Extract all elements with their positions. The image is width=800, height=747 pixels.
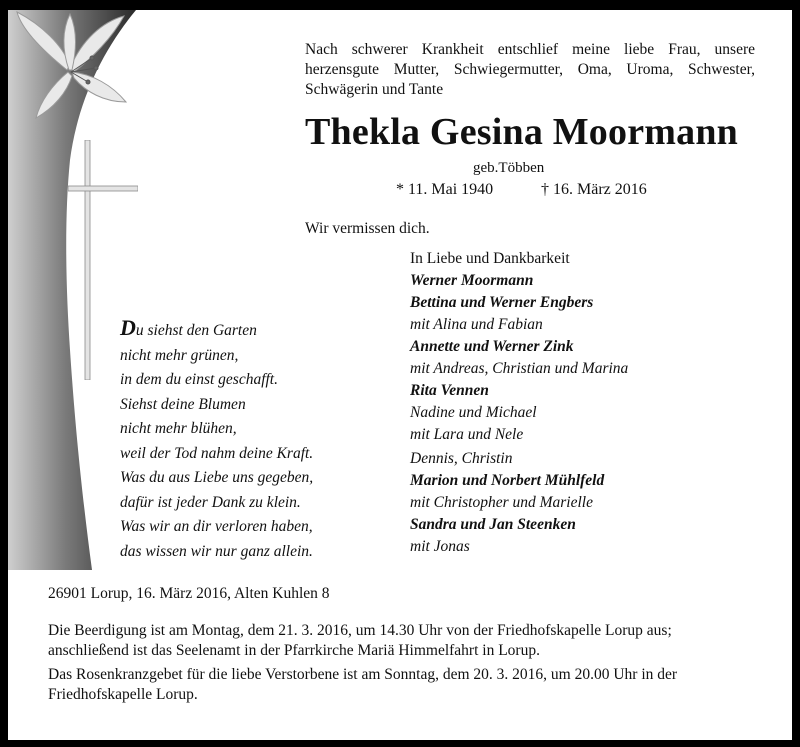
mourners-list <box>410 248 790 558</box>
intro-line: Schwägerin und Tante <box>305 81 444 98</box>
mourners-heading: In Liebe und Dankbarkeit <box>410 250 570 267</box>
funeral-paragraph <box>48 621 782 661</box>
poem-line: weil der Tod nahm deine Kraft. <box>120 444 314 462</box>
poem-line: Was wir an dir verloren haben, <box>120 518 313 535</box>
rosary-paragraph <box>48 665 782 705</box>
funeral-line: Die Beerdigung ist am Montag, dem 21. 3. 2016, um 14.30 Uhr von der Friedhofskapelle Lorup aus; <box>48 622 672 639</box>
poem-first-line-rest: u siehst den Garten <box>135 322 257 339</box>
drop-cap: D <box>120 315 136 340</box>
mourner-name: Sandra und Jan Steenken <box>410 516 576 533</box>
poem-line: Siehst deine Blumen <box>120 395 246 413</box>
death-date: † 16. März 2016 <box>541 181 647 198</box>
deceased-name: Thekla Gesina Moormann <box>305 111 738 153</box>
service-info <box>48 621 782 709</box>
mourner-name: Annette und Werner Zink <box>410 338 574 355</box>
poem-line <box>120 316 360 344</box>
mourner-name: Rita Vennen <box>410 382 489 399</box>
poem-line: nicht mehr blühen, <box>120 420 237 437</box>
intro-line: herzensgute Mutter, Schwiegermutter, Oma, Uroma, Schwester, <box>305 61 755 78</box>
lily-flower-image <box>12 10 130 120</box>
poem-line: Was du aus Liebe uns gegeben, <box>120 469 314 486</box>
poem-line: nicht mehr grünen, <box>120 346 239 364</box>
poem <box>120 316 360 564</box>
poem-line: in dem du einst geschafft. <box>120 371 278 388</box>
mourner-children: Nadine und Michael <box>410 404 537 421</box>
poem-line: das wissen wir nur ganz allein. <box>120 542 313 560</box>
intro-line: Nach schwerer Krankheit entschlief meine liebe Frau, unsere <box>305 41 755 58</box>
mourner-children: Dennis, Christin <box>410 450 513 467</box>
mourner-children: mit Christopher und Marielle <box>410 494 593 511</box>
obituary-card <box>8 10 792 740</box>
mourner-children: mit Lara und Nele <box>410 426 524 443</box>
mourner-name: Bettina und Werner Engbers <box>410 294 594 311</box>
birth-date: * 11. Mai 1940 <box>396 181 494 198</box>
mourner-children: mit Andreas, Christian und Marina <box>410 360 629 377</box>
mourner-children: mit Alina und Fabian <box>410 316 543 333</box>
rosary-line: Das Rosenkranzgebet für die liebe Verstorbene ist am Sonntag, dem 20. 3. 2016, um 20.00 Uhr in der <box>48 666 678 683</box>
rosary-line: Friedhofskapelle Lorup. <box>48 686 198 703</box>
poem-line: dafür ist jeder Dank zu klein. <box>120 493 301 511</box>
intro-text <box>305 40 755 100</box>
address-line: 26901 Lorup, 16. März 2016, Alten Kuhlen 8 <box>48 585 330 602</box>
mourner-children: mit Jonas <box>410 538 470 555</box>
funeral-line: anschließend ist das Seelenamt in der Pfarrkirche Mariä Himmelfahrt in Lorup. <box>48 642 540 659</box>
maiden-name: geb.Többen <box>473 160 545 176</box>
mourner-name: Werner Moormann <box>410 272 534 289</box>
mourner-name: Marion und Norbert Mühlfeld <box>410 472 605 489</box>
missing-text: Wir vermissen dich. <box>305 220 430 237</box>
